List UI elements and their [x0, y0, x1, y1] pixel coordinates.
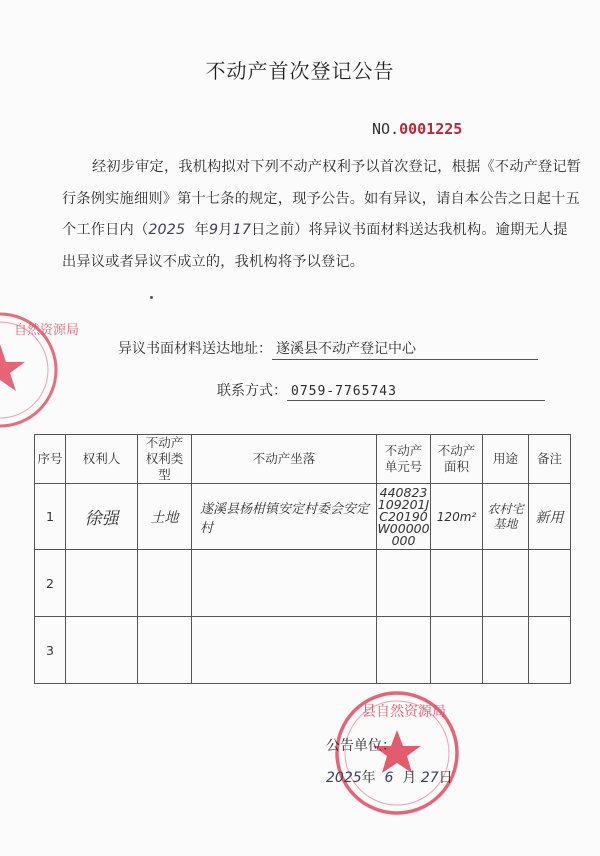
row-use	[483, 617, 529, 684]
row-location	[192, 550, 377, 617]
header-owner: 权利人	[66, 435, 138, 484]
notice-body	[62, 152, 582, 278]
announce-date	[326, 767, 453, 787]
deadline-day: 17	[232, 222, 252, 238]
deadline-month-unit: 月	[218, 222, 233, 238]
header-area: 不动产面积	[431, 435, 483, 484]
table-row	[35, 550, 571, 617]
row-right-type	[138, 617, 192, 684]
row-note	[529, 617, 571, 684]
deadline-year-unit: 年	[194, 222, 210, 238]
header-seq: 序号	[35, 435, 66, 484]
header-location: 不动产坐落	[192, 435, 377, 484]
date-day: 27	[420, 770, 439, 786]
notice-text-part2: 日之前）将异议书面材料送达我机构。逾期无人提出异议或者异议不成立的，我机构将予以登记。	[62, 222, 568, 270]
announcer-label: 公告单位：	[326, 738, 396, 754]
left-seal-text: 自然资源局	[14, 323, 80, 338]
contact-info	[217, 380, 545, 401]
row-area	[431, 617, 483, 684]
serial-value: 0001225	[399, 120, 463, 138]
row-unit-no	[377, 550, 431, 617]
serial-prefix: NO.	[372, 120, 400, 138]
date-month-unit: 月	[402, 770, 417, 786]
objection-address-label: 异议书面材料送达地址：	[118, 341, 272, 357]
row-area: 120m²	[431, 484, 483, 550]
row-location: 遂溪县杨柑镇安定村委会安定村	[192, 484, 377, 550]
objection-address-value: 遂溪县不动产登记中心	[272, 338, 538, 360]
stray-mark	[150, 296, 153, 299]
serial-number	[372, 120, 462, 138]
row-owner	[66, 617, 138, 684]
row-owner	[66, 550, 138, 617]
deadline-month: 9	[209, 222, 219, 238]
row-note: 新用	[529, 484, 571, 550]
row-note	[529, 550, 571, 617]
page-title: 不动产首次登记公告	[205, 59, 395, 83]
row-area	[431, 550, 483, 617]
table-row	[35, 484, 571, 550]
row-owner: 徐强	[66, 484, 138, 550]
row-unit-no	[377, 617, 431, 684]
property-table	[34, 434, 571, 684]
left-seal-stamp	[0, 300, 80, 440]
row-no: 1	[35, 484, 66, 550]
header-unit-no: 不动产单元号	[377, 435, 431, 484]
row-no: 2	[35, 550, 66, 617]
date-day-unit: 日	[438, 770, 453, 786]
right-seal-text: 县自然资源局	[362, 704, 446, 720]
table-header-row	[35, 435, 571, 484]
row-right-type: 土地	[138, 484, 192, 550]
date-year-unit: 年	[361, 770, 376, 786]
contact-label: 联系方式：	[217, 383, 287, 399]
row-right-type	[138, 550, 192, 617]
objection-address	[118, 338, 538, 360]
header-use: 用途	[483, 435, 529, 484]
row-use: 农村宅基地	[483, 484, 529, 550]
date-year: 2025	[326, 770, 362, 786]
notice-text-part1: 经初步审定，我机构拟对下列不动产权利予以首次登记，根据《不动产登记暂行条例实施细则》第十七条的规定，现予公告。如有异议，请自本公告之日起十五个工作日内（	[62, 159, 582, 238]
contact-value: 0759-7765743	[287, 384, 545, 401]
deadline-year: 2025	[148, 222, 186, 238]
date-month: 6	[384, 770, 394, 786]
header-note: 备注	[529, 435, 571, 484]
row-use	[483, 550, 529, 617]
row-no: 3	[35, 617, 66, 684]
row-unit-no: 440823109201JC20190W00000000	[377, 484, 430, 548]
header-right-type: 不动产权利类型	[138, 435, 192, 484]
announcer	[326, 735, 396, 755]
row-location	[192, 617, 377, 684]
table-row	[35, 617, 571, 684]
